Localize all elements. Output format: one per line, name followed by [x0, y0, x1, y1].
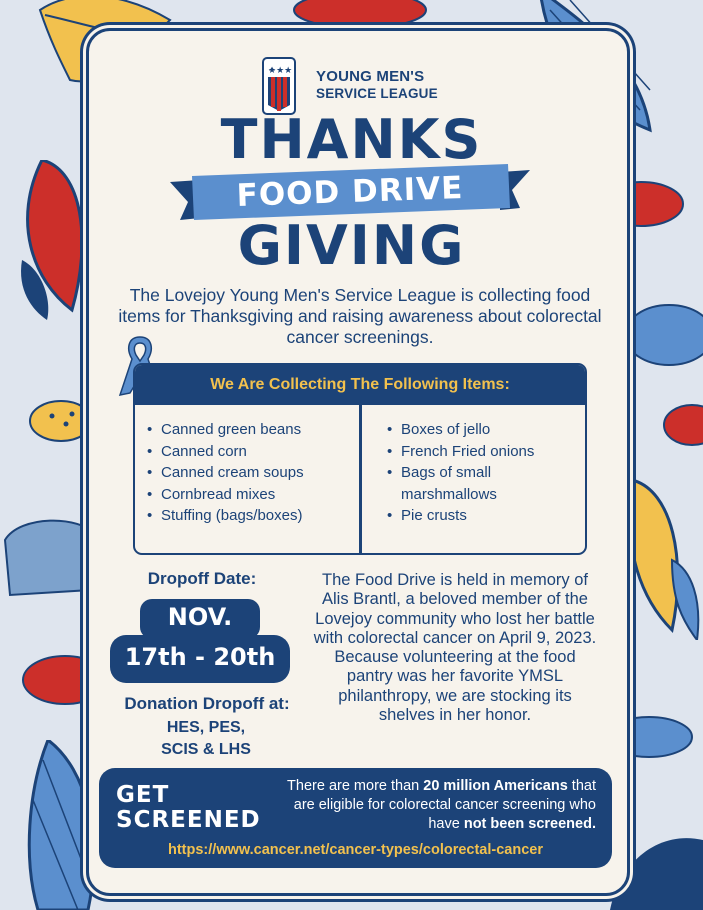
bread-icon [624, 300, 703, 370]
list-item: • Stuffing (bags/boxes) [145, 505, 355, 527]
svg-text:★★★: ★★★ [268, 66, 293, 76]
org-name-line1: YOUNG MEN'S [316, 68, 425, 85]
list-item: • Canned corn [145, 441, 355, 463]
get-screened-title [116, 783, 261, 833]
memorial-text: The Food Drive is held in memory of Alis Brantl, a beloved member of the Lovejoy community who lost her battle with colorectal cancer on April 9, 2023. Because volunteering at the food pantry was her favorite YMSL philanthropy, we are stocking its shelves in her honor. [313, 571, 597, 725]
cookie-icon [28, 396, 94, 446]
stars-and-stripes-shield-icon [262, 57, 296, 115]
title-thanks: THANKS [220, 108, 483, 171]
dropoff-month: NOV. [167, 603, 233, 631]
list-item: • Boxes of jello [385, 419, 575, 441]
dropoff-date-label: Dropoff Date: [147, 569, 257, 588]
bread-icon [0, 510, 100, 600]
list-item: • Pie crusts [385, 505, 575, 527]
get-screened-text [268, 777, 596, 834]
screened-emphasis: not been screened. [463, 816, 596, 832]
org-name-line2: SERVICE LEAGUE [316, 86, 438, 101]
list-item: • Bags of small marshmallows [385, 462, 575, 505]
donation-dropoff-label: Donation Dropoff at: [124, 694, 290, 713]
steak-icon [662, 400, 703, 450]
cancer-info-link[interactable]: https://www.cancer.net/cancer-types/colorectal-cancer [168, 842, 543, 858]
intro-text: The Lovejoy Young Men's Service League is collecting food items for Thanksgiving and raising awareness about colorectal cancer screenings. [118, 285, 602, 347]
donation-locations-line1: HES, PES, [166, 719, 246, 736]
items-list-left [145, 419, 355, 527]
list-item: • Canned cream soups [145, 462, 355, 484]
screened-text-part: There are more than [287, 778, 424, 794]
items-list-right [385, 419, 575, 527]
get-screened-title-line1: GET [116, 782, 170, 808]
list-item: • Canned green beans [145, 419, 355, 441]
screened-stat: 20 million Americans [423, 778, 568, 794]
title-giving: GIVING [237, 214, 466, 277]
donation-locations-line2: SCIS & LHS [161, 741, 251, 758]
collecting-heading: We Are Collecting The Following Items: [135, 365, 585, 405]
screened-text-part: that are eligible for colorectal cancer screening who have [293, 778, 596, 832]
collecting-items-box [133, 363, 587, 555]
title-food-drive: FOOD DRIVE [236, 170, 464, 214]
dropoff-days: 17th - 20th [124, 643, 276, 671]
org-name [316, 68, 438, 102]
list-item: • French Fried onions [385, 441, 575, 463]
get-screened-title-line2: SCREENED [116, 807, 261, 833]
column-divider [359, 405, 362, 553]
list-item: • Cornbread mixes [145, 484, 355, 506]
